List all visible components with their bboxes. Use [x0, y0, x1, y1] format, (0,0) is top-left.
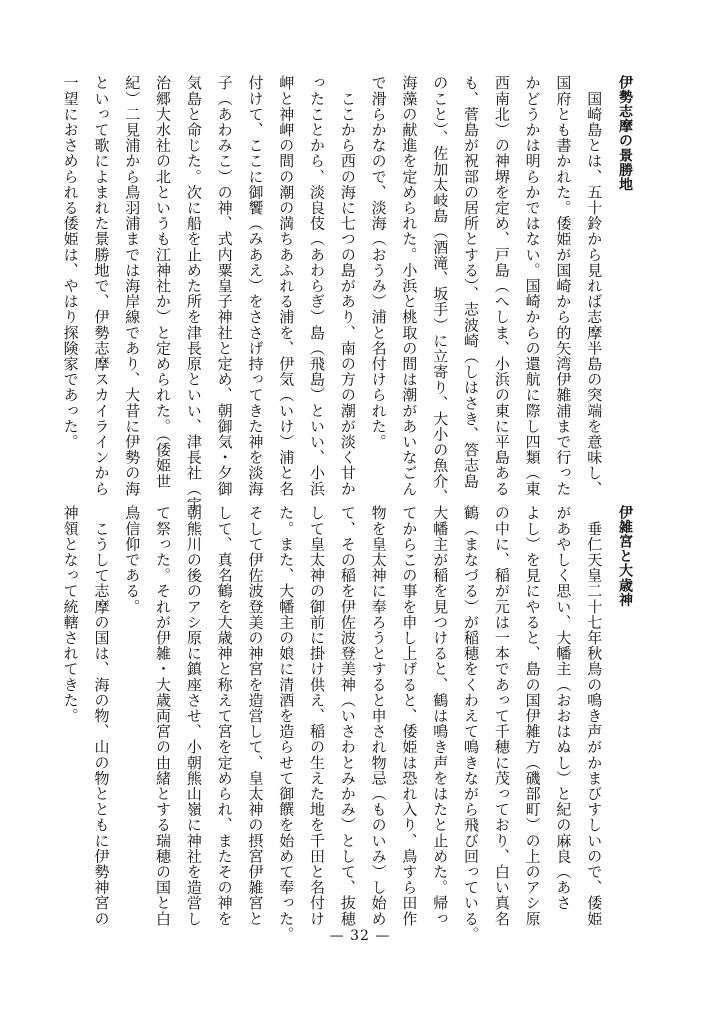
- text-line: 国崎島とは、五十鈴から見れば志摩半島の突端を意味し、: [585, 75, 604, 497]
- text-line: のこと）、佐加太岐島（酒滝、坂手）に立寄り、大小の魚介、: [431, 75, 450, 505]
- text-line: 物を皇太神に奉ろうとすると申され物忌（ものいみ）し始め: [369, 505, 388, 927]
- text-line: 紀）二見浦から鳥羽浦までは海岸線であり、大昔に伊勢の海: [123, 75, 142, 497]
- text-line: で滑らかなので、淡海（おうみ）浦と名付けられた。: [369, 75, 388, 450]
- text-line: も、菅島が祝部の居所とする）、志波崎（しはさき、答志島: [462, 75, 481, 489]
- text-line: 大幡主が稲を見つけると、鶴は鳴き声をはたと止めた。帰っ: [431, 505, 450, 927]
- text-line: て、その稲を伊佐波登美神（いさわとみかみ）として、抜穂: [338, 505, 357, 927]
- text-line: 岬と神岬の間の潮の満ちあふれる浦を、伊気（いけ）浦と名: [277, 75, 296, 497]
- text-line: た。また、大幡主の娘に清酒を造らせて御饌を始めて奉った。: [277, 505, 296, 942]
- text-line: 一望におさめられる倭姫は、やはり探険家であった。: [61, 75, 80, 450]
- section-scenic-spots: [61, 75, 640, 512]
- text-line: かどうかは明らかではない。国崎からの還航に際し四類（東: [523, 75, 542, 497]
- text-line: 気島と命じた。次に船を止めた所を津長原といい、津長社（宇: [184, 75, 203, 512]
- text-line: 海藻の献進を定められた。小浜と桃取の間は潮があいなごん: [400, 75, 419, 497]
- text-line: 西南北）の神堺を定め、戸島（へしま、小浜の東に平島ある: [492, 75, 511, 497]
- text-line: 神領となって統轄されてきた。: [61, 505, 80, 724]
- text-line: 治郷大水社の北というも江神社か）と定められた。（倭姫世: [154, 75, 173, 489]
- text-line: よし）を見にやると、島の国伊雑方（磯部町）の上のアシ原: [523, 505, 542, 927]
- text-line: して、真名鶴を大歳神と称えて宮を定められ、またその神を: [215, 505, 234, 927]
- text-line: てからこの事を申し上げると、倭姫は恐れ入り、鳥すら田作: [400, 505, 419, 927]
- text-line: 鳥信仰である。: [123, 505, 142, 615]
- text-line: の中に、稲が元は一本であって千穂に茂っており、白い真名: [492, 505, 511, 927]
- text-line: があやしく思い、大幡主（おおはぬし）と紀の麻良（あさ: [554, 505, 573, 911]
- section-heading: 伊雑宮と大歳神: [617, 505, 633, 608]
- text-line: 鶴（まなづる）が稲穂をくわえて鳴きながら飛び回っている。: [462, 505, 481, 942]
- text-line: 朝熊川の後のアシ原に鎮座させ、小朝熊山嶺に神社を造営し: [184, 505, 203, 927]
- text-line: して皇太神の御前に掛け供え、稲の生えた地を千田と名付け: [308, 505, 327, 927]
- text-line: こうして志摩の国は、海の物、山の物とともに伊勢神宮の: [92, 505, 111, 927]
- text-line: といって歌によまれた景勝地で、伊勢志摩スカイラインから: [92, 75, 111, 497]
- text-line: ったことから、淡良伎（あわらぎ）島（飛島）といい、小浜: [308, 75, 327, 497]
- text-line: て祭った。それが伊雑・大歳両宮の由緒とする瑞穂の国と白: [154, 505, 173, 927]
- text-line: 垂仁天皇二十七年秋鳥の鳴き声がかまびすしいので、倭姫: [585, 505, 604, 927]
- text-line: 国府とも書かれた。倭姫が国崎から的矢湾伊雑浦まで行った: [554, 75, 573, 497]
- page-number: — 32 —: [329, 928, 391, 944]
- text-line: ここから西の海に七つの島があり、南の方の潮が淡く甘か: [338, 75, 357, 497]
- section-heading: 伊勢志摩の景勝地: [617, 75, 633, 192]
- text-line: 付けて、ここに御饗（みあえ）をささげ持ってきた神を淡海: [246, 75, 265, 497]
- text-line: 子（あわみこ）の神、式内粟皇子神社と定め、朝御気・夕御: [215, 75, 234, 497]
- text-line: そして伊佐波登美の神宮を造営して、皇太神の摂宮伊雑宮と: [246, 505, 265, 927]
